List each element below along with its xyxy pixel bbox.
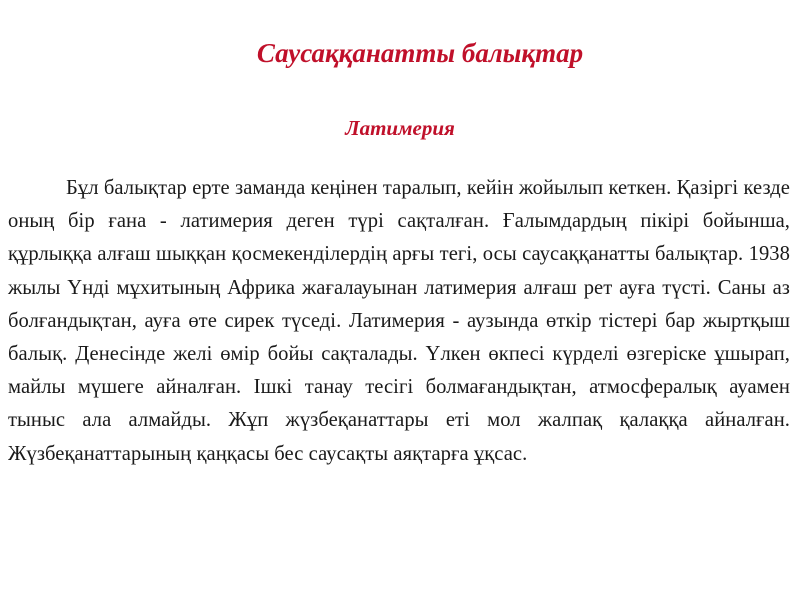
slide-title: Саусаққанатты балықтар bbox=[256, 38, 584, 68]
body-paragraph: Бұл балықтар ерте заманда кеңінен таралып, кейін жойылып кеткен. Қазіргі кезде оның бір ғана - латимерия деген түрі сақталған. Ғалымдардың пікірі бойынша, құрлыққа алғаш шыққан қосмекенділердің арғы тегі, осы саусаққанатты балықтар. 1938 жылы Үнді мұхитының Африка жағалауынан латимерия алғаш рет ауға түсті. Саны аз болғандықтан, ауға өте сирек түседі. Латимерия - аузында өткір тістері бар жыртқыш балық. Денесінде желі өмір бойы сақталады. Үлкен өкпесі күрделі өзгеріске ұшырап, майлы мүшеге айналған. Ішкі танау тесігі болмағандықтан, атмосфералық ауамен тыныс ала алмайды. Жұп жүзбеқанаттары еті мол жалпақ қалаққа айналған. Жүзбеқанаттарының қаңқасы бес саусақты аяқтарға ұқсас. bbox=[8, 177, 790, 465]
slide-subtitle: Латимерия bbox=[345, 116, 455, 140]
